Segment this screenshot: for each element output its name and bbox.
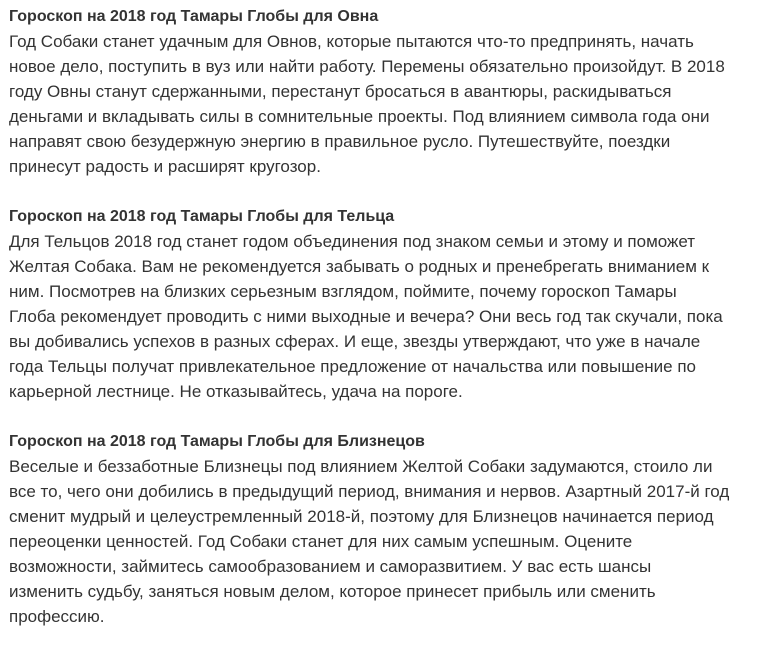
section-aries: [9, 4, 762, 179]
paragraph-line: года Тельцы получат привлекательное предложение от начальства или повышение по: [9, 357, 697, 376]
paragraph-line: принесут радость и расширят кругозор.: [9, 157, 321, 176]
paragraph-line: новое дело, поступить в вуз или найти работу. Перемены обязательно произойдут. В 2018: [9, 57, 725, 76]
paragraph-line: Веселые и беззаботные Близнецы под влиянием Желтой Собаки задумаются, стоило ли: [9, 457, 713, 476]
paragraph-line: переоценки ценностей. Год Собаки станет для них самым успешным. Оцените: [9, 532, 633, 551]
paragraph-line: Желтая Собака. Вам не рекомендуется забывать о родных и пренебрегать вниманием к: [9, 257, 710, 276]
paragraph-line: карьерной лестнице. Не отказывайтесь, удача на пороге.: [9, 382, 463, 401]
paragraph-line: сменит мудрый и целеустремленный 2018-й, поэтому для Близнецов начинается период: [9, 507, 714, 526]
paragraph-line: ним. Посмотрев на близких серьезным взглядом, поймите, почему гороскоп Тамары: [9, 282, 677, 301]
paragraph-line: возможности, займитесь самообразованием и саморазвитием. У вас есть шансы: [9, 557, 652, 576]
section-heading: Гороскоп на 2018 год Тамары Глобы для Тельца: [9, 208, 395, 225]
paragraph-line: профессию.: [9, 607, 105, 626]
paragraph-line: все то, чего они добились в предыдущий период, внимания и нервов. Азартный 2017-й год: [9, 482, 730, 501]
section-heading: Гороскоп на 2018 год Тамары Глобы для Близнецов: [9, 433, 425, 450]
paragraph-line: деньгами и вкладывать силы в сомнительные проекты. Под влиянием символа года они: [9, 107, 710, 126]
paragraph-line: Для Тельцов 2018 год станет годом объединения под знаком семьи и этому и поможет: [9, 232, 696, 251]
section-paragraph: [9, 229, 762, 404]
paragraph-line: изменить судьбу, заняться новым делом, которое принесет прибыль или сменить: [9, 582, 656, 601]
section-paragraph: [9, 29, 762, 179]
paragraph-line: Глоба рекомендует проводить с ними выходные и вечера? Они весь год так скучали, пока: [9, 307, 723, 326]
section-heading: Гороскоп на 2018 год Тамары Глобы для Овна: [9, 8, 379, 25]
paragraph-line: направят свою безудержную энергию в правильное русло. Путешествуйте, поездки: [9, 132, 671, 151]
section-taurus: [9, 204, 762, 404]
paragraph-line: Год Собаки станет удачным для Овнов, которые пытаются что-то предпринять, начать: [9, 32, 694, 51]
section-paragraph: [9, 454, 762, 629]
section-gemini: [9, 429, 762, 629]
paragraph-line: вы добивались успехов в разных сферах. И еще, звезды утверждают, что уже в начале: [9, 332, 701, 351]
paragraph-line: году Овны станут сдержанными, перестанут бросаться в авантюры, раскидываться: [9, 82, 672, 101]
